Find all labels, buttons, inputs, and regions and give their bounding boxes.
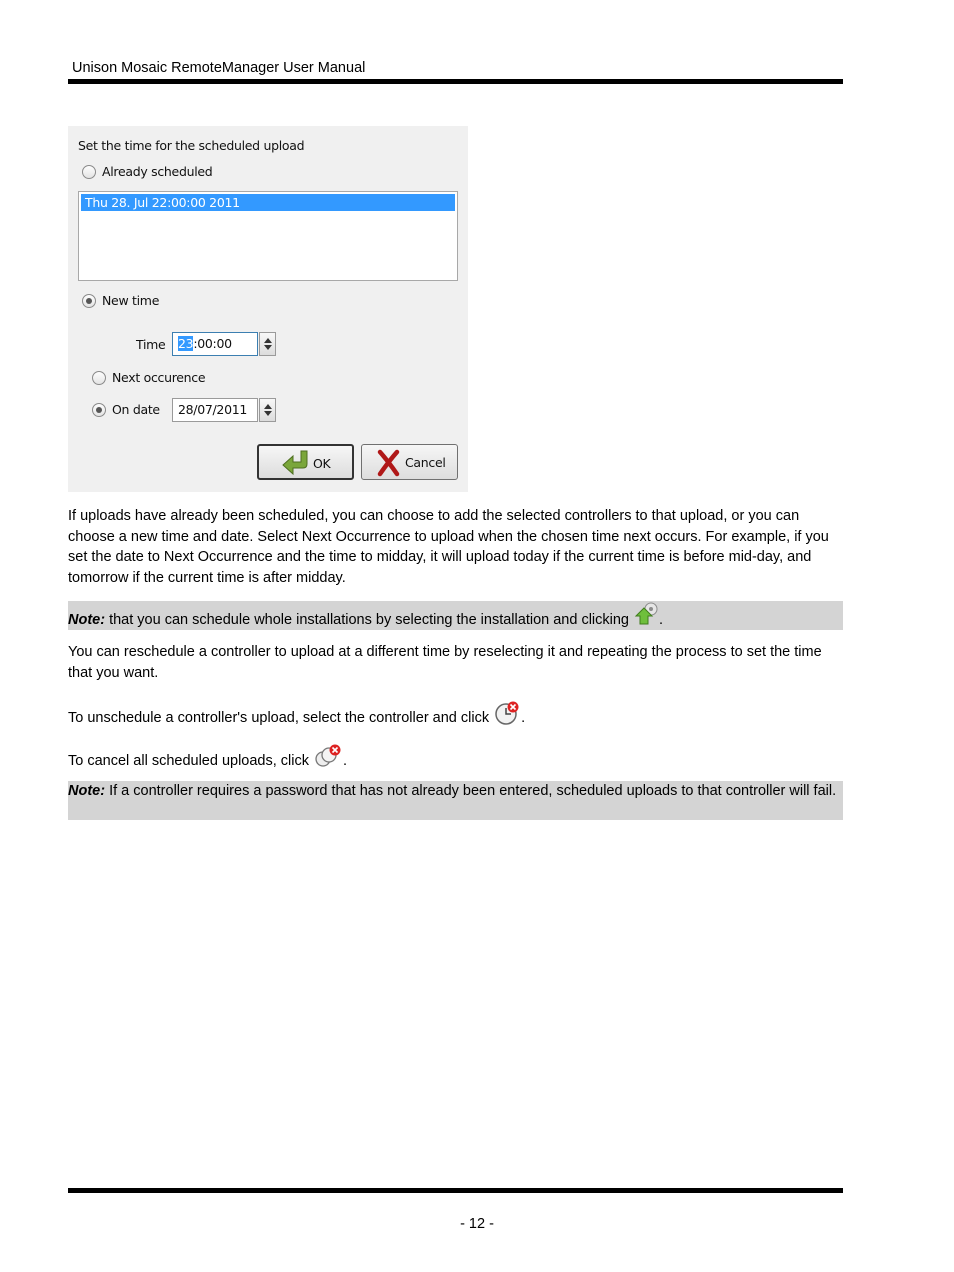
note-text: that you can schedule whole installations by selecting the installation and clicking bbox=[105, 612, 634, 628]
note-installations bbox=[68, 601, 843, 630]
time-rest: :00:00 bbox=[193, 336, 232, 351]
date-input[interactable]: 28/07/2011 bbox=[172, 398, 258, 422]
on-date-label: On date bbox=[112, 402, 160, 417]
cancel-all-text: To cancel all scheduled uploads, click bbox=[68, 753, 314, 769]
cancel-all-schedules-icon bbox=[313, 743, 343, 780]
unschedule-end: . bbox=[521, 710, 526, 726]
ok-arrow-icon bbox=[281, 448, 315, 478]
unschedule-icon bbox=[493, 700, 521, 737]
spin-up-icon[interactable] bbox=[264, 404, 272, 409]
note-end: . bbox=[659, 612, 664, 628]
already-scheduled-label: Already scheduled bbox=[102, 164, 213, 179]
new-time-label: New time bbox=[102, 293, 160, 308]
note-label: Note: bbox=[68, 612, 106, 628]
cancel-label: Cancel bbox=[405, 455, 446, 470]
schedule-upload-icon bbox=[633, 602, 659, 643]
page-number: - 12 - bbox=[460, 1216, 494, 1232]
header-rule bbox=[68, 79, 843, 84]
date-spinner[interactable] bbox=[259, 398, 276, 422]
next-occurrence-label: Next occurence bbox=[112, 370, 206, 385]
new-time-radio[interactable] bbox=[82, 294, 96, 308]
note-label: Note: bbox=[68, 783, 106, 799]
cancel-x-icon bbox=[376, 449, 402, 477]
cancel-all-end: . bbox=[343, 753, 348, 769]
paragraph-cancel-all bbox=[68, 743, 844, 780]
header-title: Unison Mosaic RemoteManager User Manual bbox=[72, 60, 366, 76]
paragraph-reschedule: You can reschedule a controller to upload at a different time by reselecting it and repeating the process to set the time that you want. bbox=[68, 644, 822, 681]
note-password bbox=[68, 781, 843, 820]
footer-rule bbox=[68, 1188, 843, 1193]
note-text: If a controller requires a password that has not already been entered, scheduled uploads to that controller will fail. bbox=[105, 783, 837, 799]
paragraph-scheduling: If uploads have already been scheduled, you can choose to add the selected controllers to that upload, or you can choose a new time and date. Select Next Occurrence to upload when the chosen time next occurs. For example, if you set the date to Next Occurrence and the time to midday, it will upload today if the current time is before mid-day, and tomorrow if the current time is after midday. bbox=[68, 508, 829, 586]
next-occurrence-radio[interactable] bbox=[92, 371, 106, 385]
time-input[interactable] bbox=[172, 332, 258, 356]
unschedule-text: To unschedule a controller's upload, select the controller and click bbox=[68, 710, 494, 726]
schedule-upload-dialog bbox=[68, 126, 468, 492]
scheduled-list-item[interactable]: Thu 28. Jul 22:00:00 2011 bbox=[81, 194, 455, 211]
already-scheduled-radio[interactable] bbox=[82, 165, 96, 179]
cancel-button[interactable] bbox=[361, 444, 458, 480]
time-spinner[interactable] bbox=[259, 332, 276, 356]
paragraph-unschedule bbox=[68, 700, 844, 737]
spin-up-icon[interactable] bbox=[264, 338, 272, 343]
time-hour-selection: 23 bbox=[178, 336, 194, 351]
spin-down-icon[interactable] bbox=[264, 345, 272, 350]
ok-label: OK bbox=[313, 456, 331, 471]
spin-down-icon[interactable] bbox=[264, 411, 272, 416]
ok-button[interactable] bbox=[257, 444, 354, 480]
scheduled-list[interactable] bbox=[78, 191, 458, 281]
time-label: Time bbox=[136, 337, 166, 352]
dialog-heading: Set the time for the scheduled upload bbox=[78, 138, 305, 153]
on-date-radio[interactable] bbox=[92, 403, 106, 417]
